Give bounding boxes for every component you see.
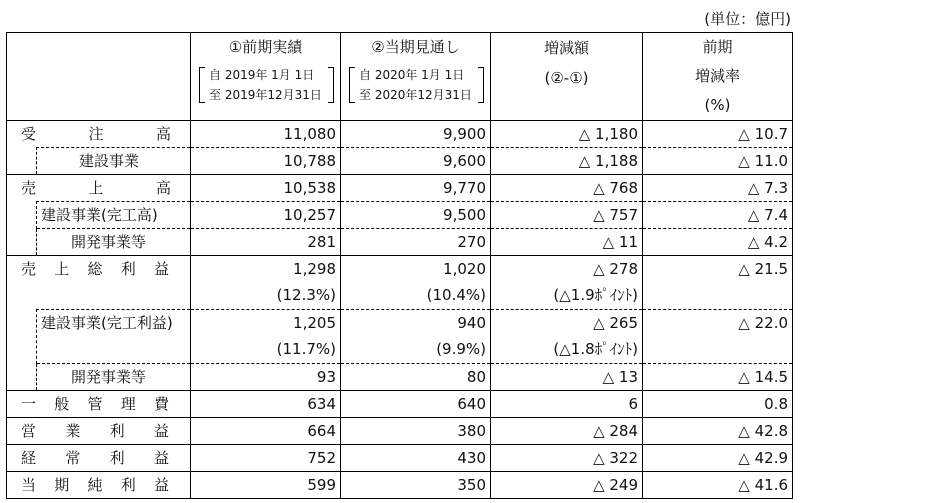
row-label-ordinary-profit: 経 常 利 益 (7, 445, 191, 472)
curr-period-to: 至 2020年12月31日 (359, 88, 472, 102)
orders-prev: 11,080 (191, 121, 341, 148)
sales-prev: 10,538 (191, 175, 341, 202)
table-row-ordinary-profit (7, 445, 793, 472)
header-blank-cell (7, 33, 191, 121)
net-profit-prev: 599 (191, 472, 341, 499)
sales-development-prev: 281 (191, 229, 341, 256)
header-row (7, 33, 793, 121)
table-row-orders (7, 121, 793, 148)
unit-label: (単位：億円) (704, 10, 791, 28)
sales-diff: △ 768 (491, 175, 643, 202)
orders-construction-curr: 9,600 (341, 148, 491, 175)
table-row-gross-profit (7, 256, 793, 310)
gross-profit-construction-rate: △ 22.0 (643, 310, 793, 364)
gross-profit-development-rate: △ 14.5 (643, 364, 793, 391)
table-row-sales-development (7, 229, 793, 256)
table-row-orders-construction (7, 148, 793, 175)
sales-development-curr: 270 (341, 229, 491, 256)
sales-construction-rate: △ 7.4 (643, 202, 793, 229)
gross-profit-development-prev: 93 (191, 364, 341, 391)
gross-profit-construction-diff: △ 265 (△1.8ﾎﾟｲﾝﾄ) (491, 310, 643, 364)
header-prev-title: ①前期実績 (228, 38, 303, 56)
table-row-net-profit (7, 472, 793, 499)
gross-profit-development-diff: △ 13 (491, 364, 643, 391)
prev-period-from: 自 2019年 1月 1日 (209, 68, 315, 82)
curr-period-from: 自 2020年 1月 1日 (359, 68, 465, 82)
header-diff (491, 33, 643, 121)
gross-profit-diff: △ 278 (△1.9ﾎﾟｲﾝﾄ) (491, 256, 643, 310)
row-label-orders-construction: 建設事業 (37, 148, 191, 175)
table-row-gross-profit-development (7, 364, 793, 391)
header-rate-line3: (%) (704, 96, 731, 114)
net-profit-diff: △ 249 (491, 472, 643, 499)
header-diff-title: 増減額 (543, 39, 589, 57)
header-diff-formula: (②-①) (544, 69, 589, 87)
orders-construction-diff: △ 1,188 (491, 148, 643, 175)
row-label-operating-profit: 営 業 利 益 (7, 418, 191, 445)
row-label-sales-development: 開発事業等 (37, 229, 191, 256)
row-label-admin-expenses: 一 般 管 理 費 (7, 391, 191, 418)
gross-profit-curr: 1,020 (10.4%) (341, 256, 491, 310)
prev-period-range (199, 65, 334, 105)
header-prev-period (191, 33, 341, 121)
ordinary-profit-rate: △ 42.9 (643, 445, 793, 472)
gross-profit-construction-curr: 940 (9.9%) (341, 310, 491, 364)
prev-period-to: 至 2019年12月31日 (209, 88, 322, 102)
header-curr-title: ②当期見通し (371, 38, 460, 56)
table-row-sales-construction (7, 202, 793, 229)
gross-profit-prev: 1,298 (12.3%) (191, 256, 341, 310)
row-label-orders: 受 注 高 (7, 121, 191, 148)
orders-diff: △ 1,180 (491, 121, 643, 148)
gross-profit-development-curr: 80 (341, 364, 491, 391)
header-rate-line2: 増減率 (694, 67, 740, 85)
row-label-gross-profit-construction: 建設事業(完工利益) (37, 310, 191, 364)
row-label-gross-profit: 売 上 総 利 益 (7, 256, 191, 310)
row-label-gross-profit-development: 開発事業等 (37, 364, 191, 391)
operating-profit-diff: △ 284 (491, 418, 643, 445)
row-label-sales: 売 上 高 (7, 175, 191, 202)
orders-curr: 9,900 (341, 121, 491, 148)
net-profit-rate: △ 41.6 (643, 472, 793, 499)
admin-expenses-diff: 6 (491, 391, 643, 418)
table-row-sales (7, 175, 793, 202)
sales-construction-prev: 10,257 (191, 202, 341, 229)
ordinary-profit-diff: △ 322 (491, 445, 643, 472)
sales-development-diff: △ 11 (491, 229, 643, 256)
gross-profit-construction-prev: 1,205 (11.7%) (191, 310, 341, 364)
ordinary-profit-prev: 752 (191, 445, 341, 472)
curr-period-range (349, 65, 484, 105)
sales-rate: △ 7.3 (643, 175, 793, 202)
table-row-operating-profit (7, 418, 793, 445)
header-curr-period (341, 33, 491, 121)
table-row-gross-profit-construction (7, 310, 793, 364)
row-label-net-profit: 当 期 純 利 益 (7, 472, 191, 499)
header-rate-line1: 前期 (702, 38, 733, 56)
net-profit-curr: 350 (341, 472, 491, 499)
admin-expenses-prev: 634 (191, 391, 341, 418)
orders-rate: △ 10.7 (643, 121, 793, 148)
operating-profit-prev: 664 (191, 418, 341, 445)
operating-profit-curr: 380 (341, 418, 491, 445)
admin-expenses-rate: 0.8 (643, 391, 793, 418)
admin-expenses-curr: 640 (341, 391, 491, 418)
table-row-admin-expenses (7, 391, 793, 418)
header-rate (643, 33, 793, 121)
sales-development-rate: △ 4.2 (643, 229, 793, 256)
sales-construction-diff: △ 757 (491, 202, 643, 229)
ordinary-profit-curr: 430 (341, 445, 491, 472)
row-label-sales-construction: 建設事業(完工高) (37, 202, 191, 229)
orders-construction-rate: △ 11.0 (643, 148, 793, 175)
financial-forecast-table (6, 32, 793, 499)
gross-profit-rate: △ 21.5 (643, 256, 793, 310)
sales-construction-curr: 9,500 (341, 202, 491, 229)
sales-curr: 9,770 (341, 175, 491, 202)
operating-profit-rate: △ 42.8 (643, 418, 793, 445)
orders-construction-prev: 10,788 (191, 148, 341, 175)
